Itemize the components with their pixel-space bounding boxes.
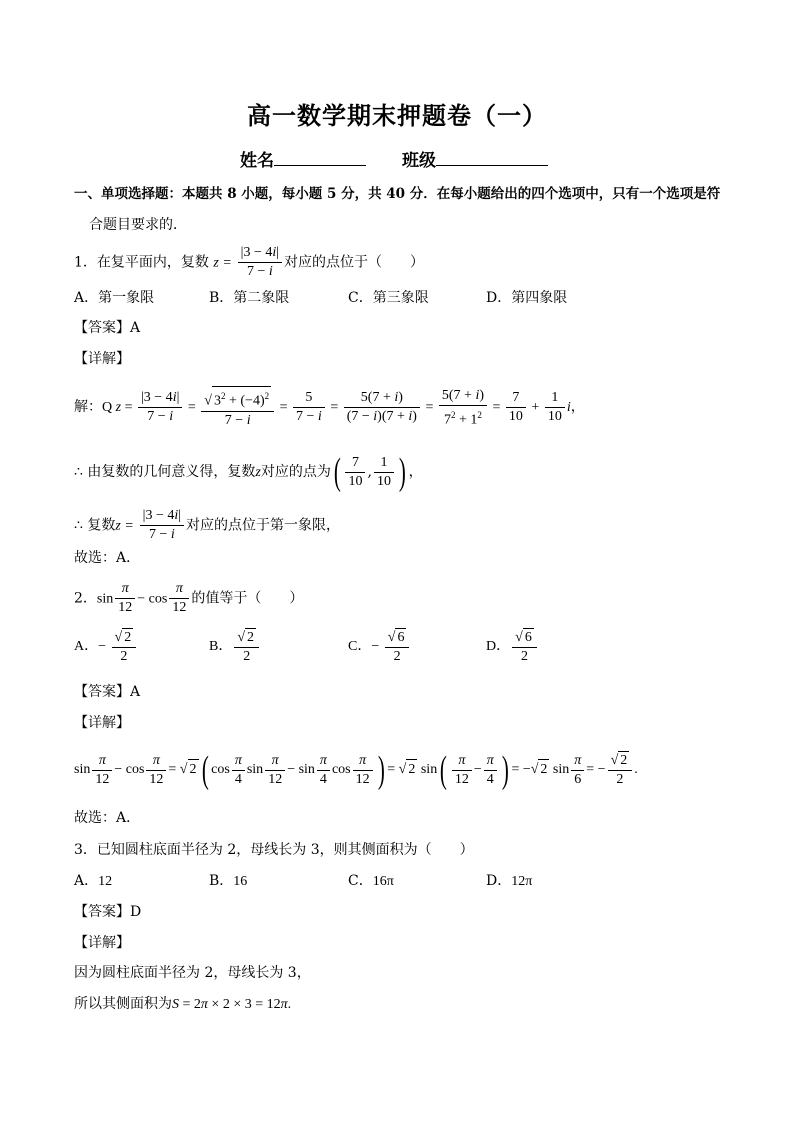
class-field[interactable] <box>402 146 548 171</box>
q2-choose: 故选：A． <box>74 810 141 826</box>
q1-prefix: 1．在复平面内，复数 <box>74 254 209 271</box>
q1-solution-line3: ∴ 复数z = $\frac{|3 - 4i|}{7 - i}$ 对应的点位于第一象限， <box>74 508 341 542</box>
q1-suffix: 对应的点位于（ ） <box>284 254 425 271</box>
q3-solution-line2: 所以其侧面积为S = 2π × 2 × 3 = 12π. <box>74 996 292 1012</box>
q2-answer: 【答案】A <box>74 684 141 700</box>
q2-option-b[interactable]: B． $\frac{√ 2}{2}$ <box>209 628 261 666</box>
name-field[interactable] <box>240 146 366 171</box>
q1-choose: 故选：A． <box>74 550 141 566</box>
q1-option-b[interactable]: B．第二象限 <box>209 290 290 306</box>
page-title: 高一数学期末押题卷（一） <box>247 101 547 130</box>
question-1: 1．在复平面内，复数 z = $\frac{|3 - 4i|}{7 - i}$ 对应的点位于（ ） <box>74 245 425 279</box>
q1-formula: $\frac{|3 - 4i|}{7 - i}$ <box>238 244 282 281</box>
q1-option-c[interactable]: C．第三象限 <box>348 290 429 306</box>
q2-detail-label: 【详解】 <box>74 715 130 731</box>
q3-option-a[interactable]: A．12 <box>74 873 113 889</box>
q3-option-d[interactable]: D．12π <box>486 873 533 889</box>
question-3: 3．已知圆柱底面半径为 2，母线长为 3，则其侧面积为（ ） <box>74 842 474 858</box>
q1-solution-line2: ∴ 由复数的几何意义得，复数z对应的点为( $\frac{7}{10}$ , $\frac{1}{10}$ ) ， <box>74 451 423 493</box>
q3-detail-label: 【详解】 <box>74 935 130 951</box>
q1-solution-line1: 解：Q z = $\frac{|3 - 4i|}{7 - i}$ = $\frac{√ 3^2 + (-4)^2}{7 - i}$ = $\frac{5}{7 - i}$ = $\frac{5(7 + i)}{(7 - i)(7 + i)}$ = $\frac{5(7 + i)}{7^2 + 1^2}$ = $\frac{7}{10}$ + $\frac{1}{10}$ i， <box>74 387 585 428</box>
q3-answer: 【答案】D <box>74 904 142 920</box>
section-heading-line1: 一、单项选择题：本题共 8 小题，每小题 5 分，共 40 分．在每小题给出的四个选项中，只有一个选项是符 <box>74 186 721 202</box>
name-label: 姓名 <box>240 151 274 171</box>
q3-solution-line1: 因为圆柱底面半径为 2，母线长为 3， <box>74 965 311 981</box>
q1-option-d[interactable]: D．第四象限 <box>486 290 568 306</box>
q2-solution: sin $\frac{\pi}{12}$ − cos $\frac{\pi}{12}$ = √ 2 ( cos $\frac{\pi}{4}$ sin $\frac{\pi}{12}$ − sin $\frac{\pi}{4}$ cos $\frac{\pi}{12}$ ) = √ 2 sin( $\frac{\pi}{12}$ − $\frac{\pi}{4}$ ) = −√ 2 sin $\frac{\pi}{6}$ = − $\frac{√ 2}{2}$ . <box>74 749 638 791</box>
q3-option-b[interactable]: B．16 <box>209 873 248 889</box>
q1-answer: 【答案】A <box>74 320 141 336</box>
q2-option-c[interactable]: C．− $\frac{√ 6}{2}$ <box>348 628 411 666</box>
q3-option-c[interactable]: C．16π <box>348 873 394 889</box>
q2-option-a[interactable]: A．− $\frac{√ 2}{2}$ <box>74 628 138 666</box>
q2-option-d[interactable]: D． $\frac{√ 6}{2}$ <box>486 628 539 666</box>
q1-detail-label: 【详解】 <box>74 351 130 367</box>
class-label: 班级 <box>402 151 436 171</box>
q1-option-a[interactable]: A．第一象限 <box>74 290 155 306</box>
section-heading-line2: 合题目要求的． <box>89 217 187 233</box>
question-2: 2．sin $\frac{\pi}{12}$ − cos $\frac{\pi}{12}$ 的值等于（ ） <box>74 581 304 615</box>
